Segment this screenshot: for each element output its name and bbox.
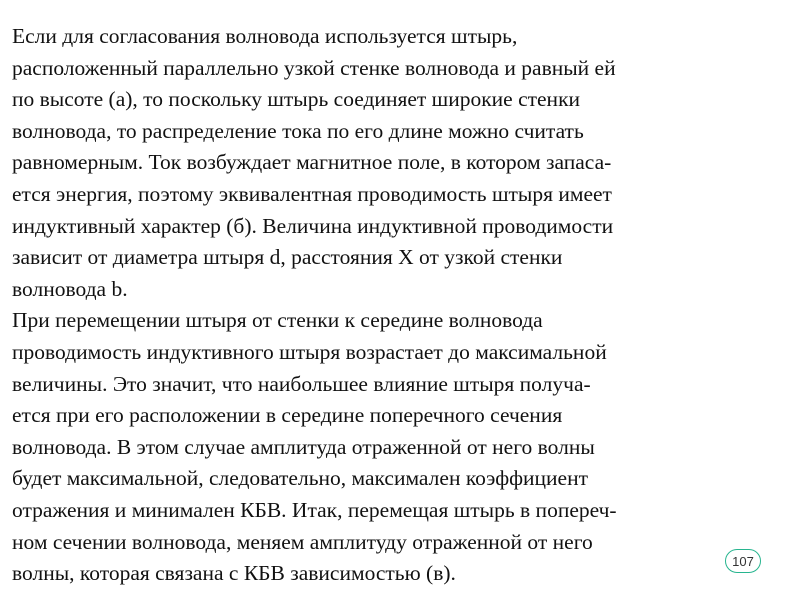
text-line: волновода b. <box>12 276 128 301</box>
text-line: зависит от диаметра штыря d, расстояния X от узкой стенки <box>12 245 563 270</box>
text-line: равномерным. Ток возбуждает магнитное поле, в котором запаса- <box>12 150 612 175</box>
text-line: индуктивный характер (б). Величина индуктивной проводимости <box>12 213 614 238</box>
text-line: волновода, то распределение тока по его длине можно считать <box>12 118 584 143</box>
text-line: ется энергия, поэтому эквивалентная проводимость штыря имеет <box>12 181 612 206</box>
text-line: ном сечении волновода, меняем амплитуду отраженной от него <box>12 529 593 554</box>
page-number-badge: 107 <box>725 549 761 573</box>
text-line: волны, которая связана с КБВ зависимостью (в). <box>12 561 456 586</box>
text-line: будет максимальной, следовательно, максимален коэффициент <box>12 466 588 491</box>
text-line: Если для согласования волновода используется штырь, <box>12 24 518 48</box>
text-line: отражения и минимален КБВ. Итак, перемещая штырь в попереч- <box>12 497 617 522</box>
text-line: по высоте (а), то поскольку штырь соединяет широкие стенки <box>12 87 581 112</box>
text-line: величины. Это значит, что наибольшее влияние штыря получа- <box>12 371 591 396</box>
text-line: расположенный параллельно узкой стенке волновода и равный ей <box>12 55 616 80</box>
text-line: волновода. В этом случае амплитуда отраженной от него волны <box>12 434 595 459</box>
body-text <box>12 21 788 590</box>
text-line: При перемещении штыря от стенки к середине волновода <box>12 308 543 333</box>
text-line: ется при его расположении в середине поперечного сечения <box>12 403 563 428</box>
text-line: проводимость индуктивного штыря возрастает до максимальной <box>12 339 607 364</box>
